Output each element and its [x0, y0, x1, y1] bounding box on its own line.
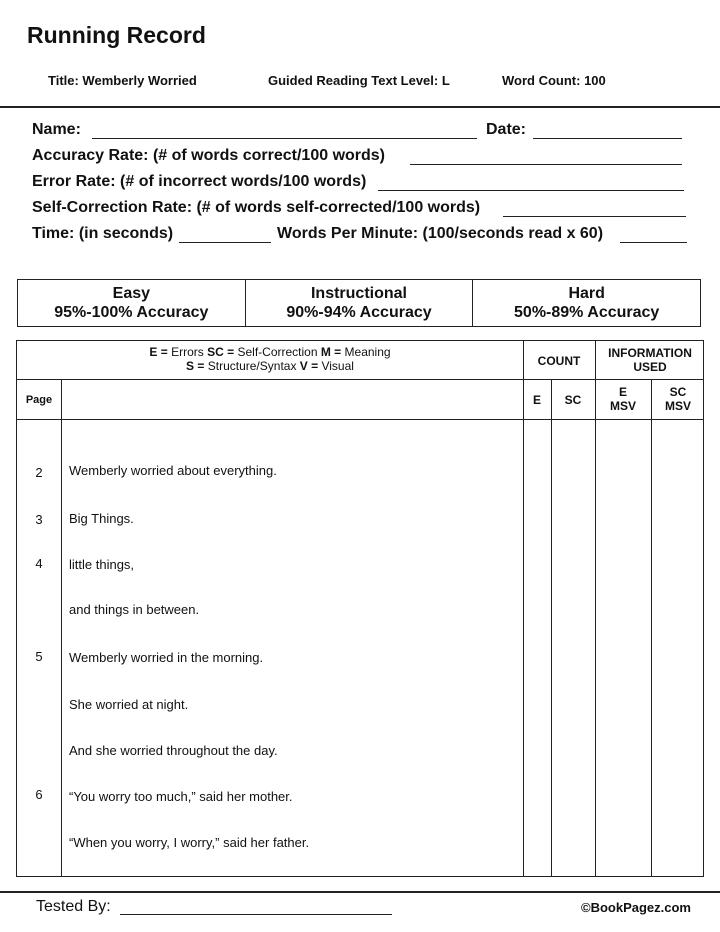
- reading-line: Wemberly worried in the morning.: [69, 650, 264, 665]
- reading-line: Big Things.: [69, 511, 134, 526]
- text-level: Guided Reading Text Level: L: [268, 73, 450, 88]
- legend: E = Errors SC = Self-Correction M = Meaning S = Structure/Syntax V = Visual: [149, 345, 391, 373]
- word-count: Word Count: 100: [502, 73, 606, 88]
- reading-line: “You worry too much,” said her mother.: [69, 789, 293, 804]
- copyright: ©BookPagez.com: [581, 900, 691, 915]
- date-label: Date:: [486, 121, 527, 138]
- reading-line: and things in between.: [69, 602, 200, 617]
- date-field[interactable]: [533, 138, 682, 139]
- self-correction-field[interactable]: [503, 216, 686, 217]
- wpm-field[interactable]: [620, 242, 687, 243]
- reading-line: Wemberly worried about everything.: [69, 463, 277, 478]
- page-header: Page: [25, 394, 53, 406]
- wpm-label: Words Per Minute: (100/seconds read x 60): [277, 225, 604, 242]
- running-record-table: [16, 340, 704, 877]
- level-hard: [473, 280, 701, 327]
- information-used-header: INFORMATION USED: [608, 346, 692, 374]
- self-correction-label: Self-Correction Rate: (# of words self-corrected/100 words): [32, 199, 481, 216]
- count-header: COUNT: [537, 354, 581, 368]
- error-field[interactable]: [378, 190, 684, 191]
- time-label: Time: (in seconds): [32, 225, 174, 242]
- page-number: 2: [35, 465, 43, 480]
- col-e-header: E: [532, 393, 541, 407]
- col-sc-header: SC: [564, 393, 582, 407]
- accuracy-levels-table: [17, 279, 701, 327]
- reading-line: little things,: [69, 557, 135, 572]
- page-number: 4: [35, 556, 43, 571]
- reading-line: “When you worry, I worry,” said her father.: [69, 835, 310, 850]
- level-range: 95%-100% Accuracy: [54, 304, 209, 321]
- header-divider: [0, 106, 720, 108]
- reading-line: And she worried throughout the day.: [69, 743, 278, 758]
- tested-by-label: Tested By:: [36, 898, 111, 915]
- accuracy-field[interactable]: [410, 164, 682, 165]
- time-field[interactable]: [179, 242, 271, 243]
- footer-divider: [0, 891, 720, 893]
- name-label: Name:: [32, 121, 81, 138]
- error-label: Error Rate: (# of incorrect words/100 words): [32, 173, 367, 190]
- level-range: 90%-94% Accuracy: [286, 304, 432, 321]
- level-easy: [18, 280, 246, 327]
- level-range: 50%-89% Accuracy: [514, 304, 660, 321]
- level-name: Easy: [112, 285, 151, 302]
- level-instructional: [245, 280, 473, 327]
- accuracy-label: Accuracy Rate: (# of words correct/100 words): [32, 147, 386, 164]
- tested-by-field[interactable]: [120, 914, 392, 915]
- book-title: Title: Wemberly Worried: [48, 73, 197, 88]
- page-number: 5: [35, 649, 43, 664]
- name-field[interactable]: [92, 138, 477, 139]
- col-sc-msv-header: SC MSV: [664, 385, 691, 413]
- level-name: Hard: [568, 285, 605, 302]
- reading-line: She worried at night.: [69, 697, 189, 712]
- page-number: 3: [35, 512, 43, 527]
- level-name: Instructional: [310, 285, 407, 302]
- page-number: 6: [35, 787, 43, 802]
- col-e-msv-header: E MSV: [609, 385, 636, 413]
- page-title: Running Record: [27, 22, 206, 48]
